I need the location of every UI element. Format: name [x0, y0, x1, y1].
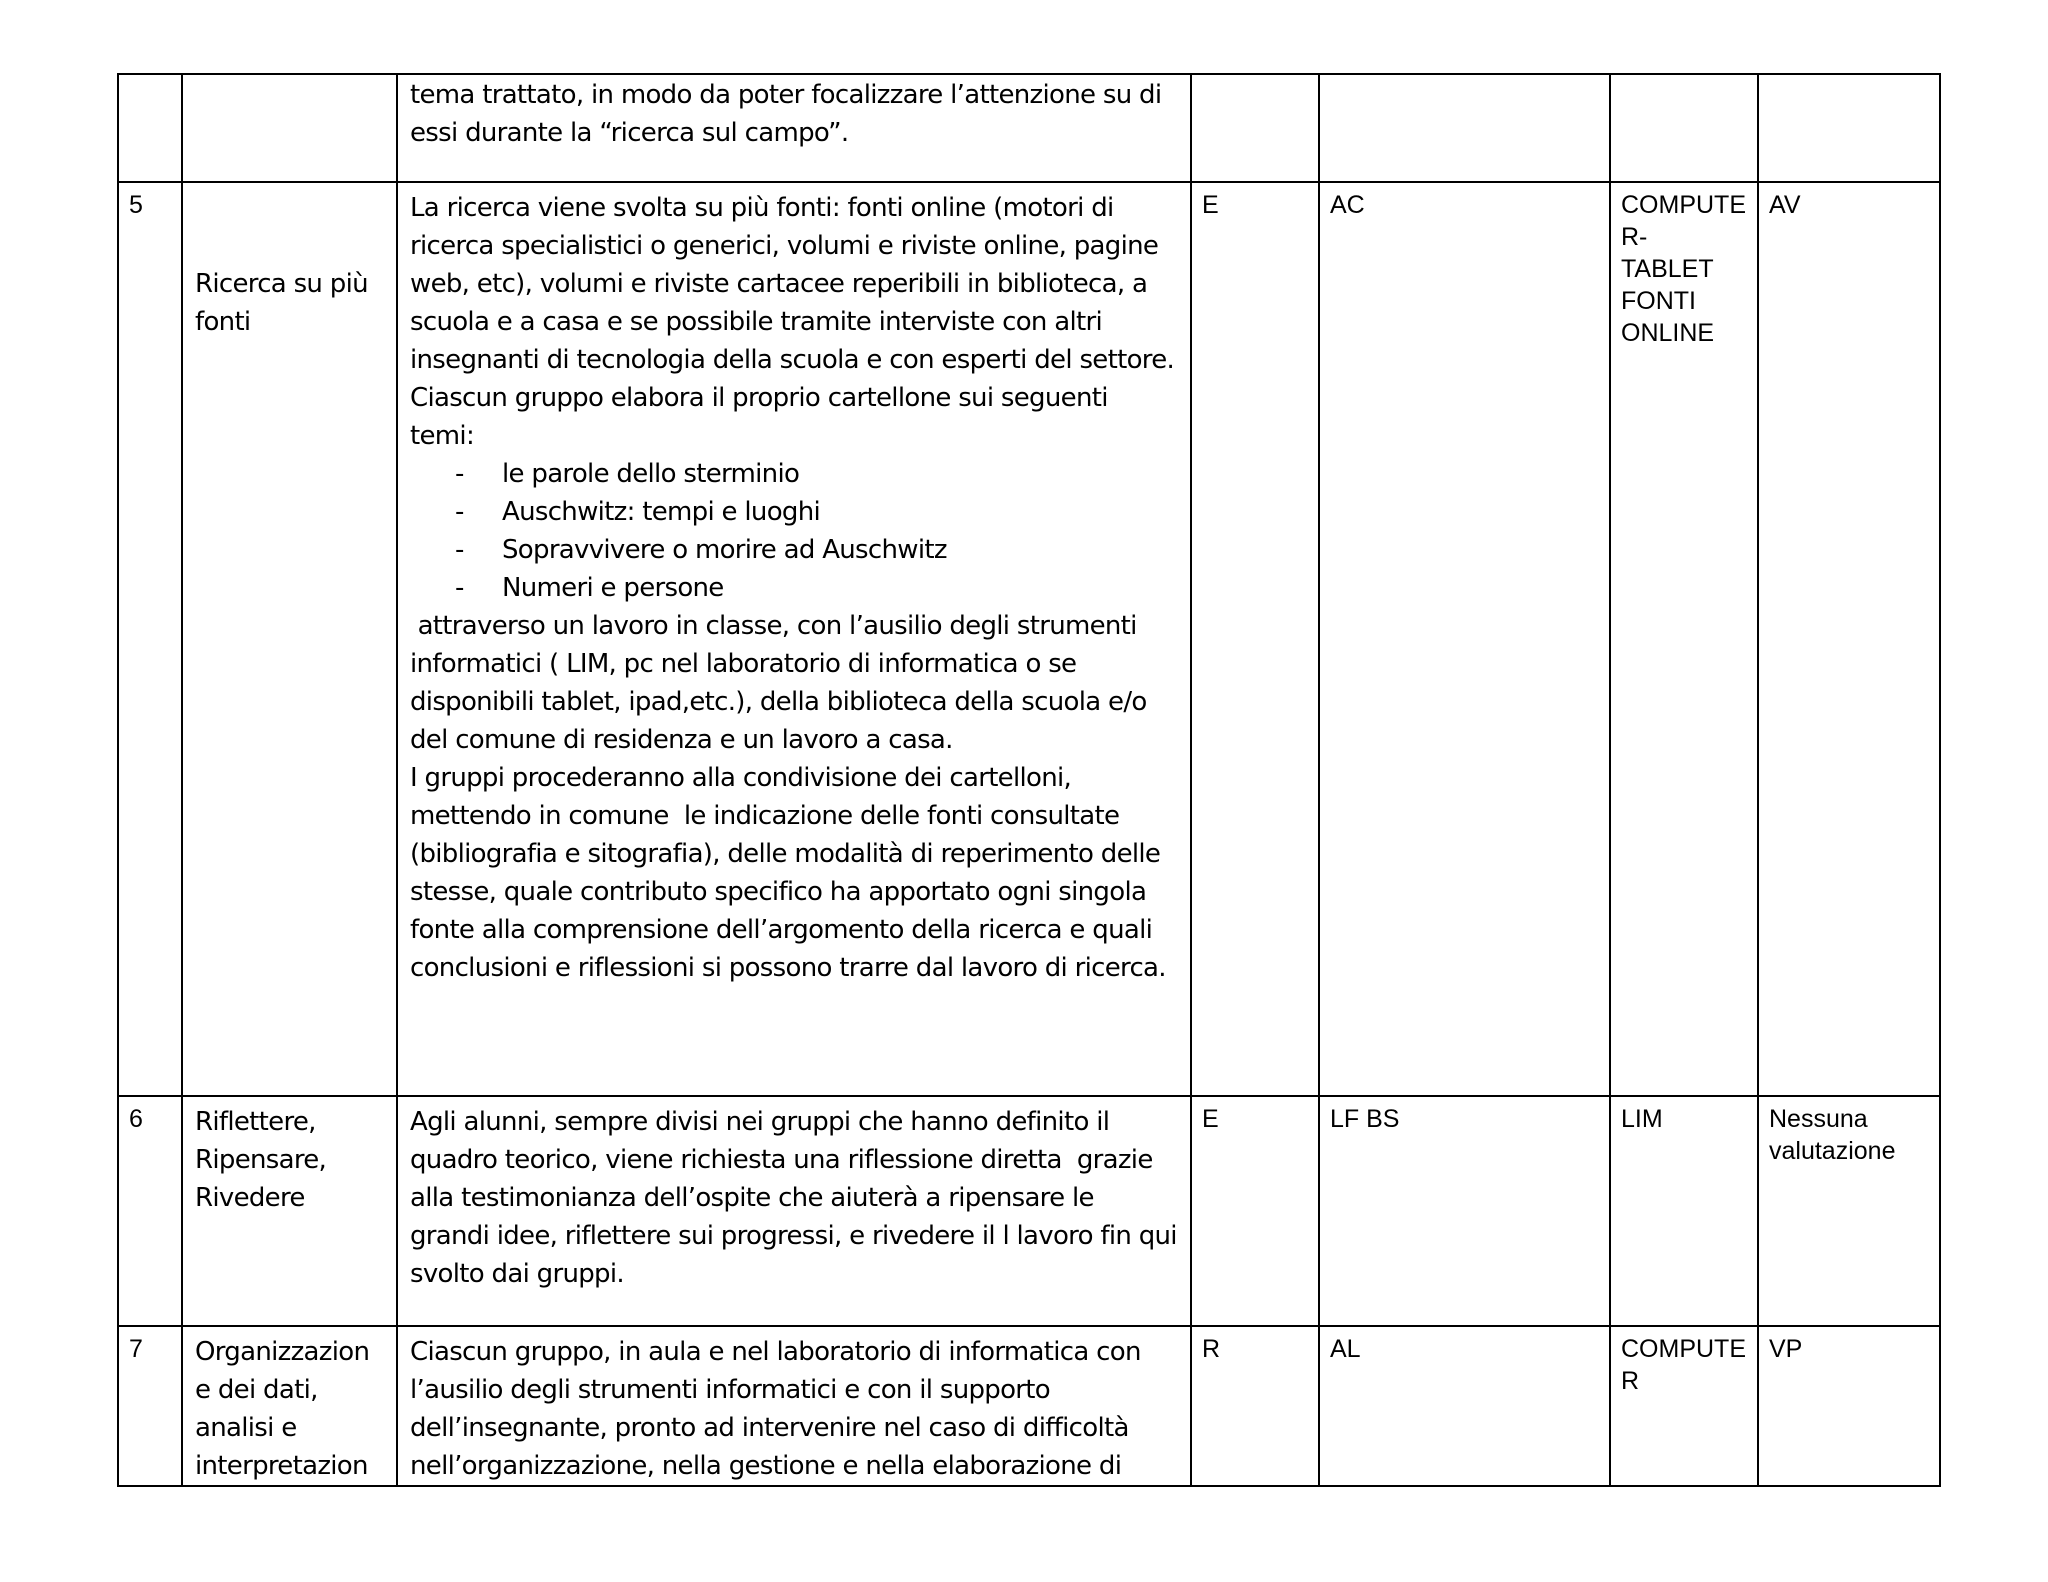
cell-col6: LIM [1610, 1096, 1758, 1326]
cell-number: 5 [118, 182, 182, 1096]
cell-description [397, 1096, 1191, 1326]
cell-col6 [1610, 74, 1758, 182]
cell-col6: COMPUTE R [1610, 1326, 1758, 1486]
cell-phase: Organizzazion e dei dati, analisi e interpretazion [182, 1326, 397, 1486]
list-item: - le parole dello sterminio [455, 459, 800, 489]
cell-col4: R [1191, 1326, 1319, 1486]
list-item: - Sopravvivere o morire ad Auschwitz [455, 535, 947, 565]
cell-phase [182, 74, 397, 182]
list-item: - Numeri e persone [455, 573, 724, 603]
cell-description [397, 1326, 1191, 1486]
description-paragraph: Ciascun gruppo, in aula e nel laboratorio di informatica con l’ausilio degli strumenti informatici e con il supporto dell’insegnante, pronto ad intervenire nel caso di difficoltà nell’organizzazione, nella gestione e nella elaborazione di [410, 1337, 1149, 1481]
activity-table [117, 73, 1941, 1487]
description-paragraph: La ricerca viene svolta su più fonti: fonti online (motori di ricerca specialistici o generici, volumi e riviste online, pagine web, etc), volumi e riviste cartacee reperibili in biblioteca, a scuola e a casa e se possibile tramite interviste con altri insegnanti di tecnologia della scuola e con esperti del settore. [410, 193, 1175, 375]
cell-col4: E [1191, 182, 1319, 1096]
cell-col7 [1758, 74, 1940, 182]
cell-col7: VP [1758, 1326, 1940, 1486]
table-row [118, 74, 1940, 182]
cell-col5: AL [1319, 1326, 1610, 1486]
table-row [118, 1096, 1940, 1326]
cell-col6: COMPUTE R- TABLET FONTI ONLINE [1610, 182, 1758, 1096]
description-paragraph: tema trattato, in modo da poter focalizzare l’attenzione su di essi durante la “ricerca sul campo”. [410, 80, 1169, 148]
cell-col4: E [1191, 1096, 1319, 1326]
list-item: - Auschwitz: tempi e luoghi [455, 497, 821, 527]
cell-phase [182, 182, 397, 1096]
description-paragraph: Ciascun gruppo elabora il proprio cartellone sui seguenti temi: [410, 383, 1116, 451]
cell-col5: LF BS [1319, 1096, 1610, 1326]
cell-col5: AC [1319, 182, 1610, 1096]
table-row [118, 1326, 1940, 1486]
cell-number: 6 [118, 1096, 182, 1326]
cell-col4 [1191, 74, 1319, 182]
description-paragraph: Agli alunni, sempre divisi nei gruppi che hanno definito il quadro teorico, viene richiesta una riflessione diretta grazie alla testimonianza dell’ospite che aiuterà a ripensare le grandi idee, riflettere sui progressi, e rivedere il l lavoro fin qui svolto dai gruppi. [410, 1107, 1185, 1289]
cell-description [397, 182, 1191, 1096]
cell-number [118, 74, 182, 182]
phase-label: Ricerca su più fonti [195, 269, 368, 337]
cell-col5 [1319, 74, 1610, 182]
table-row [118, 182, 1940, 1096]
description-paragraph: attraverso un lavoro in classe, con l’ausilio degli strumenti informatici ( LIM, pc nel laboratorio di informatica o se disponibili tablet, ipad,etc.), della biblioteca della scuola e/o del comune di residenza e un lavoro a casa. [410, 611, 1155, 755]
theme-list [410, 455, 1178, 607]
cell-phase: Riflettere, Ripensare, Rivedere [182, 1096, 397, 1326]
cell-description [397, 74, 1191, 182]
cell-col7: Nessuna valutazione [1758, 1096, 1940, 1326]
cell-col7: AV [1758, 182, 1940, 1096]
description-paragraph: I gruppi procederanno alla condivisione dei cartelloni, mettendo in comune le indicazione delle fonti consultate (bibliografia e sitografia), delle modalità di reperimento delle stesse, quale contributo specifico ha apportato ogni singola fonte alla comprensione dell’argomento della ricerca e quali conclusioni e riflessioni si possono trarre dal lavoro di ricerca. [410, 763, 1168, 983]
cell-number: 7 [118, 1326, 182, 1486]
